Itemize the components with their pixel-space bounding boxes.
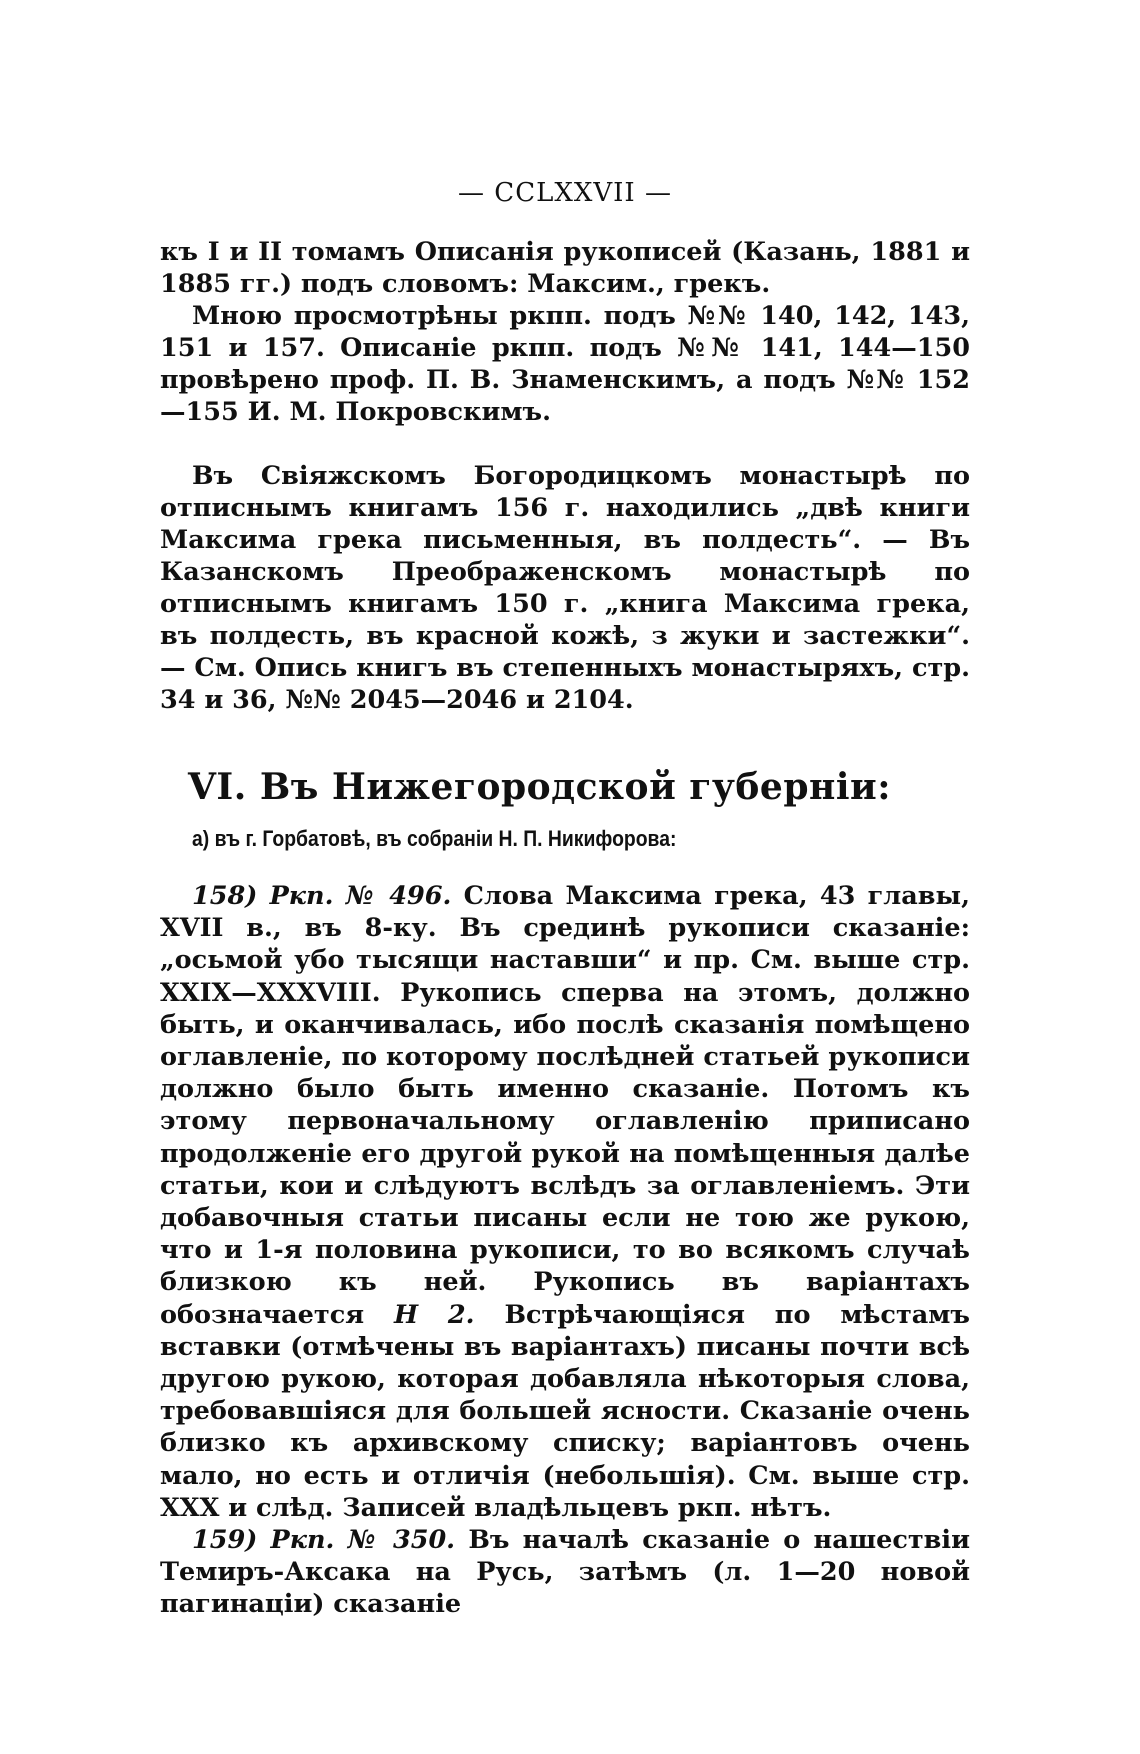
manuscript-entry-158	[160, 880, 970, 1524]
manuscript-ref: Ркп. № 350.	[270, 1525, 456, 1556]
running-head: — CCLXXVII —	[458, 178, 672, 208]
spacer	[160, 428, 970, 460]
entry-text: Слова Максима грека, 43 главы, XVII в., въ 8-ку. Въ срединѣ рукописи сказаніе: „осьмой убо тысящи наставши“ и пр. См. выше стр. XXIX—XXXVIII. Рукопись сперва на этомъ, должно быть, и оканчивалась, ибо послѣ сказанія помѣщено оглавленіе, по которому послѣдней статьей рукописи должно было быть именно сказаніе. Потомъ къ этому первоначальному оглавленію приписано продолженіе его другой рукой на помѣщенныя далѣе статьи, кои и слѣдуютъ вслѣдъ за оглавленіемъ. Эти добавочныя статьи писаны если не тою же рукою, что и 1-я половина рукописи, то во всякомъ случаѣ близкою къ ней. Рукопись въ варіантахъ обозначается	[160, 881, 970, 1330]
section-heading: VI. Въ Нижегородской губерніи:	[188, 766, 892, 808]
entry-text: Въ началѣ сказаніе о нашествіи Темиръ-Аксака на Русь, затѣмъ (л. 1—20 новой пагинаціи) сказаніе	[160, 1525, 970, 1620]
monastery-paragraph: Въ Свіяжскомъ Богородицкомъ монастырѣ по отписнымъ книгамъ 156 г. находились „двѣ книги Максима грека письменныя, въ полдесть“. — Въ Казанскомъ Преображенскомъ монастырѣ по отписнымъ книгамъ 150 г. „книга Максима грека, въ полдесть, въ красной кожѣ, з жуки и застежки“. — См. Опись книгъ въ степенныхъ монастыряхъ, стр. 34 и 36, №№ 2045—2046 и 2104.	[160, 461, 970, 715]
manuscript-entry-159	[160, 1524, 970, 1621]
section-subheading: а) въ г. Горбатовѣ, въ собраніи Н. П. Никифорова:	[192, 826, 677, 851]
intro-paragraph-1: къ I и II томамъ Описанія рукописей (Казань, 1881 и 1885 гг.) подъ словомъ: Максим., грекъ.	[160, 237, 970, 299]
manuscript-ref: Ркп. № 496.	[269, 881, 452, 911]
entry-number: 159)	[192, 1525, 258, 1556]
entry-number: 158)	[192, 881, 258, 911]
intro-paragraph-2: Мною просмотрѣны ркпп. подъ №№ 140, 142, 143, 151 и 157. Описаніе ркпп. подъ №№ 141, 144—150 провѣрено проф. П. В. Знаменскимъ, а подъ №№ 152—155 И. М. Покровскимъ.	[160, 301, 970, 427]
page-content	[160, 178, 970, 1621]
entry-text-continued: Встрѣчающіяся по мѣстамъ вставки (отмѣчены въ варіантахъ) писаны почти всѣ другою рукою, которая добавляла нѣкоторыя слова, требовавшіяся для большей ясности. Сказаніе очень близко къ архивскому списку; варіантовъ очень мало, но есть и отличія (небольшія). См. выше стр. XXX и слѣд. Записей владѣльцевъ ркп. нѣтъ.	[160, 1299, 970, 1523]
manuscript-siglum: Н 2.	[393, 1299, 475, 1330]
